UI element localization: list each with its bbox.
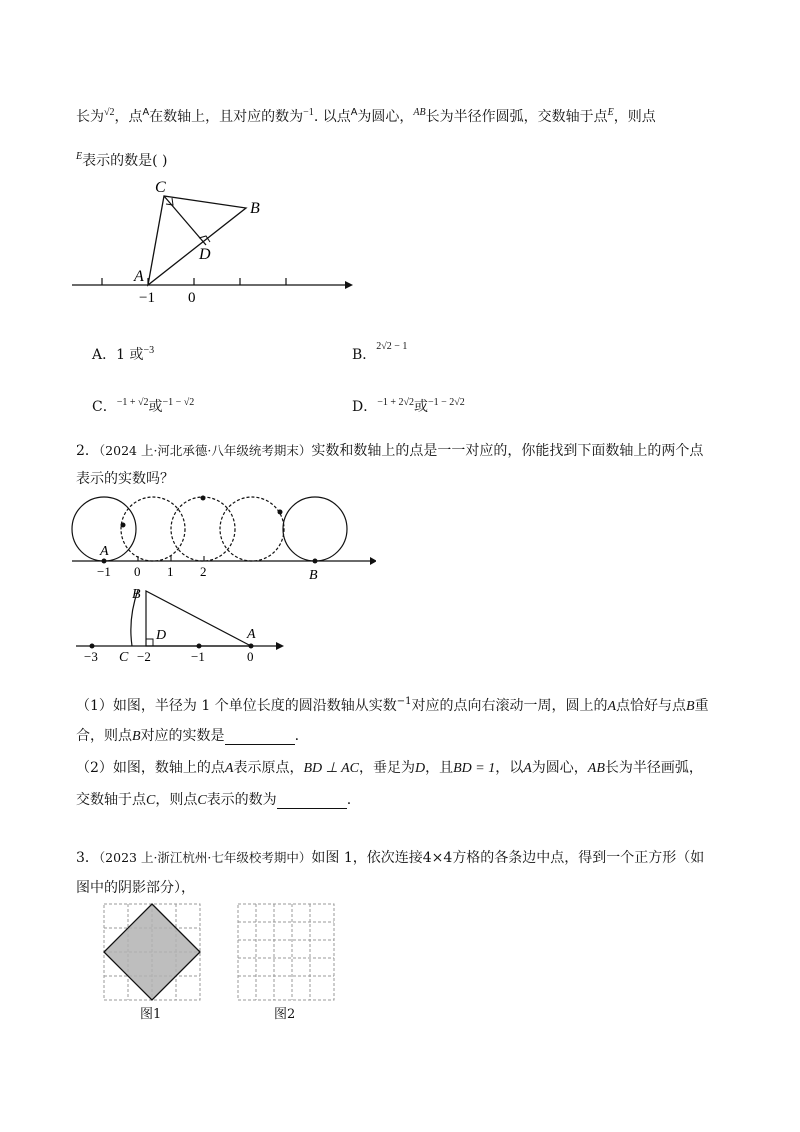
- q2-figure1: [66, 492, 376, 582]
- q1-sqrt2: √2: [104, 107, 115, 118]
- q1-point-e: E: [607, 107, 614, 118]
- option-math: −3: [143, 345, 155, 356]
- math-4x4: 4×4: [422, 850, 453, 866]
- math-ab: AB: [587, 761, 605, 776]
- circle-dashed-1: [121, 497, 185, 561]
- q3-stem-line1: [76, 847, 704, 867]
- circle-dashed-3: [220, 497, 284, 561]
- circle-end: [283, 497, 347, 561]
- point-a: A: [607, 699, 617, 714]
- q2-text: ，垂足为: [358, 760, 415, 776]
- point-b: B: [686, 699, 695, 714]
- label-a: A: [100, 544, 109, 559]
- q2-text: 点恰好与点: [616, 698, 687, 714]
- q2-stem-line1: [76, 440, 703, 460]
- label-c: C: [119, 650, 129, 665]
- q3-figure1: [102, 902, 204, 1002]
- math-minus1: −1: [396, 696, 412, 707]
- q2-text: （1）如图，半径为 1 个单位长度的圆沿数轴从实数: [76, 698, 397, 714]
- triangle-abc: [148, 196, 246, 285]
- dot: [197, 644, 202, 649]
- q1-ab: AB: [413, 107, 426, 118]
- label-one: 1: [167, 564, 174, 579]
- q2-text: 为圆心，: [531, 760, 588, 776]
- q1-option-a[interactable]: [92, 344, 154, 364]
- label-neg2: −2: [137, 649, 151, 664]
- q1-option-b[interactable]: [352, 341, 408, 364]
- q3-fig1-caption: 图1: [140, 1007, 162, 1022]
- label-c: C: [155, 179, 166, 196]
- label-b: B: [132, 587, 141, 602]
- label-neg3: −3: [84, 649, 98, 664]
- q2-text: .: [294, 728, 300, 744]
- q3-fig2-caption: 图2: [274, 1007, 296, 1022]
- label-b: B: [250, 200, 260, 217]
- point-c: C: [197, 793, 207, 808]
- question-source: （2023 上·浙江杭州·七年级校考期中）: [98, 850, 312, 865]
- q1-text: 长为半径作圆弧，交数轴于点: [425, 109, 608, 125]
- label-zero: 0: [188, 290, 196, 306]
- ticks: [102, 278, 286, 285]
- dot: [278, 510, 283, 515]
- q2-text: 对应的点向右滚动一周，圆上的: [411, 698, 608, 714]
- label-neg1: −1: [97, 564, 111, 579]
- label-zero: 0: [134, 564, 141, 579]
- right-angle-d: [146, 639, 153, 646]
- point-d: D: [414, 761, 426, 776]
- q1-text: 在数轴上，且对应的数为: [149, 109, 304, 125]
- option-letter: C．: [92, 399, 117, 415]
- q2-text: ，则点: [155, 792, 198, 808]
- question-number: 2．: [76, 443, 99, 459]
- grid-4x4: [238, 904, 334, 1000]
- q2-text: 长为半径画弧，: [604, 760, 703, 776]
- q2-text: （2）如图，数轴上的点: [76, 760, 225, 776]
- label-neg1: −1: [191, 649, 205, 664]
- q2-text: 重: [694, 698, 709, 714]
- option-letter: B．: [352, 347, 377, 363]
- label-two: 2: [200, 564, 207, 579]
- circle-dashed-2: [171, 497, 235, 561]
- label-a: A: [134, 268, 144, 285]
- q3-text: 图中的阴影部分），: [76, 880, 195, 896]
- option-math: −1 − 2√2: [428, 397, 465, 408]
- point-c: C: [146, 793, 156, 808]
- q2-part2-line1: [76, 757, 703, 777]
- q2-part1-line1: [76, 695, 709, 715]
- q2-stem-line2: [76, 468, 174, 488]
- q2-figure2: [66, 584, 296, 666]
- answer-blank-1[interactable]: [225, 730, 295, 745]
- label-d: D: [199, 246, 211, 263]
- q1-text: ，则点: [613, 109, 656, 125]
- option-text: 或: [148, 399, 163, 415]
- q1-point-e: E: [76, 151, 83, 162]
- label-neg1: −1: [139, 290, 155, 306]
- q1-minus1: −1: [303, 107, 314, 118]
- q2-text: 表示原点，: [233, 760, 304, 776]
- q3-text: 如图 1，依次连接: [311, 850, 423, 866]
- q2-text: ，且: [425, 760, 454, 776]
- q1-text: 表示的数是( ): [82, 153, 168, 169]
- q1-line1: [76, 106, 656, 126]
- point-a-dot: [249, 644, 254, 649]
- q3-figure2: [236, 902, 338, 1002]
- label-d: D: [156, 628, 167, 643]
- option-math: −1 − √2: [162, 397, 195, 408]
- dot: [201, 496, 206, 501]
- q1-text: ，点: [114, 109, 143, 125]
- option-text: 1 或: [116, 347, 144, 363]
- q2-part2-line2: [76, 789, 351, 809]
- q1-option-d[interactable]: [352, 396, 465, 416]
- dot: [121, 523, 126, 528]
- math-bd-perp-ac: BD ⊥ AC: [303, 761, 359, 776]
- point-a-dot: [102, 559, 107, 564]
- q2-text: 表示的实数吗？: [76, 471, 174, 487]
- option-math: 2√2 − 1: [376, 341, 408, 352]
- q2-text: .: [346, 792, 352, 808]
- q2-text: 合，则点: [76, 728, 132, 744]
- dot: [90, 644, 95, 649]
- q1-point-a: A: [350, 107, 358, 118]
- option-letter: D．: [352, 399, 378, 415]
- option-math: −1 + √2: [116, 397, 149, 408]
- point-b: B: [132, 729, 141, 744]
- q2-text: 交数轴于点: [76, 792, 146, 808]
- q2-text: 对应的实数是: [140, 728, 225, 744]
- option-text: 或: [414, 399, 429, 415]
- q1-text: 为圆心，: [357, 109, 414, 125]
- q2-text: ，以: [495, 760, 524, 776]
- label-a: A: [247, 627, 256, 642]
- q2-text: 表示的数为: [206, 792, 277, 808]
- q1-text: . 以点: [313, 109, 351, 125]
- question-number: 3．: [76, 850, 99, 866]
- q1-option-c[interactable]: [92, 396, 194, 416]
- math-bd-eq-1: BD = 1: [453, 761, 496, 776]
- q1-figure: [60, 172, 360, 307]
- arrow-head-icon: [370, 557, 376, 565]
- q3-text: 方格的各条边中点，得到一个正方形（如: [452, 850, 705, 866]
- arrow-head-icon: [345, 281, 353, 289]
- point-a: A: [224, 761, 234, 776]
- q1-line2: [76, 150, 167, 170]
- q2-text: 实数和数轴上的点是一一对应的，你能找到下面数轴上的两个点: [311, 443, 704, 459]
- label-zero: 0: [247, 649, 254, 664]
- option-letter: A．: [92, 347, 117, 363]
- q1-point-a: A: [142, 107, 150, 118]
- q1-text: 长为: [76, 109, 104, 125]
- arrow-head-icon: [276, 642, 284, 650]
- answer-blank-2[interactable]: [277, 794, 347, 809]
- point-b-dot: [313, 559, 318, 564]
- shaded-square: [104, 904, 200, 1000]
- point-a: A: [523, 761, 532, 776]
- option-math: −1 + 2√2: [377, 397, 415, 408]
- label-b: B: [309, 568, 318, 582]
- question-source: （2024 上·河北承德·八年级统考期末）: [98, 443, 312, 458]
- q2-part1-line2: [76, 725, 299, 745]
- q3-stem-line2: [76, 877, 195, 897]
